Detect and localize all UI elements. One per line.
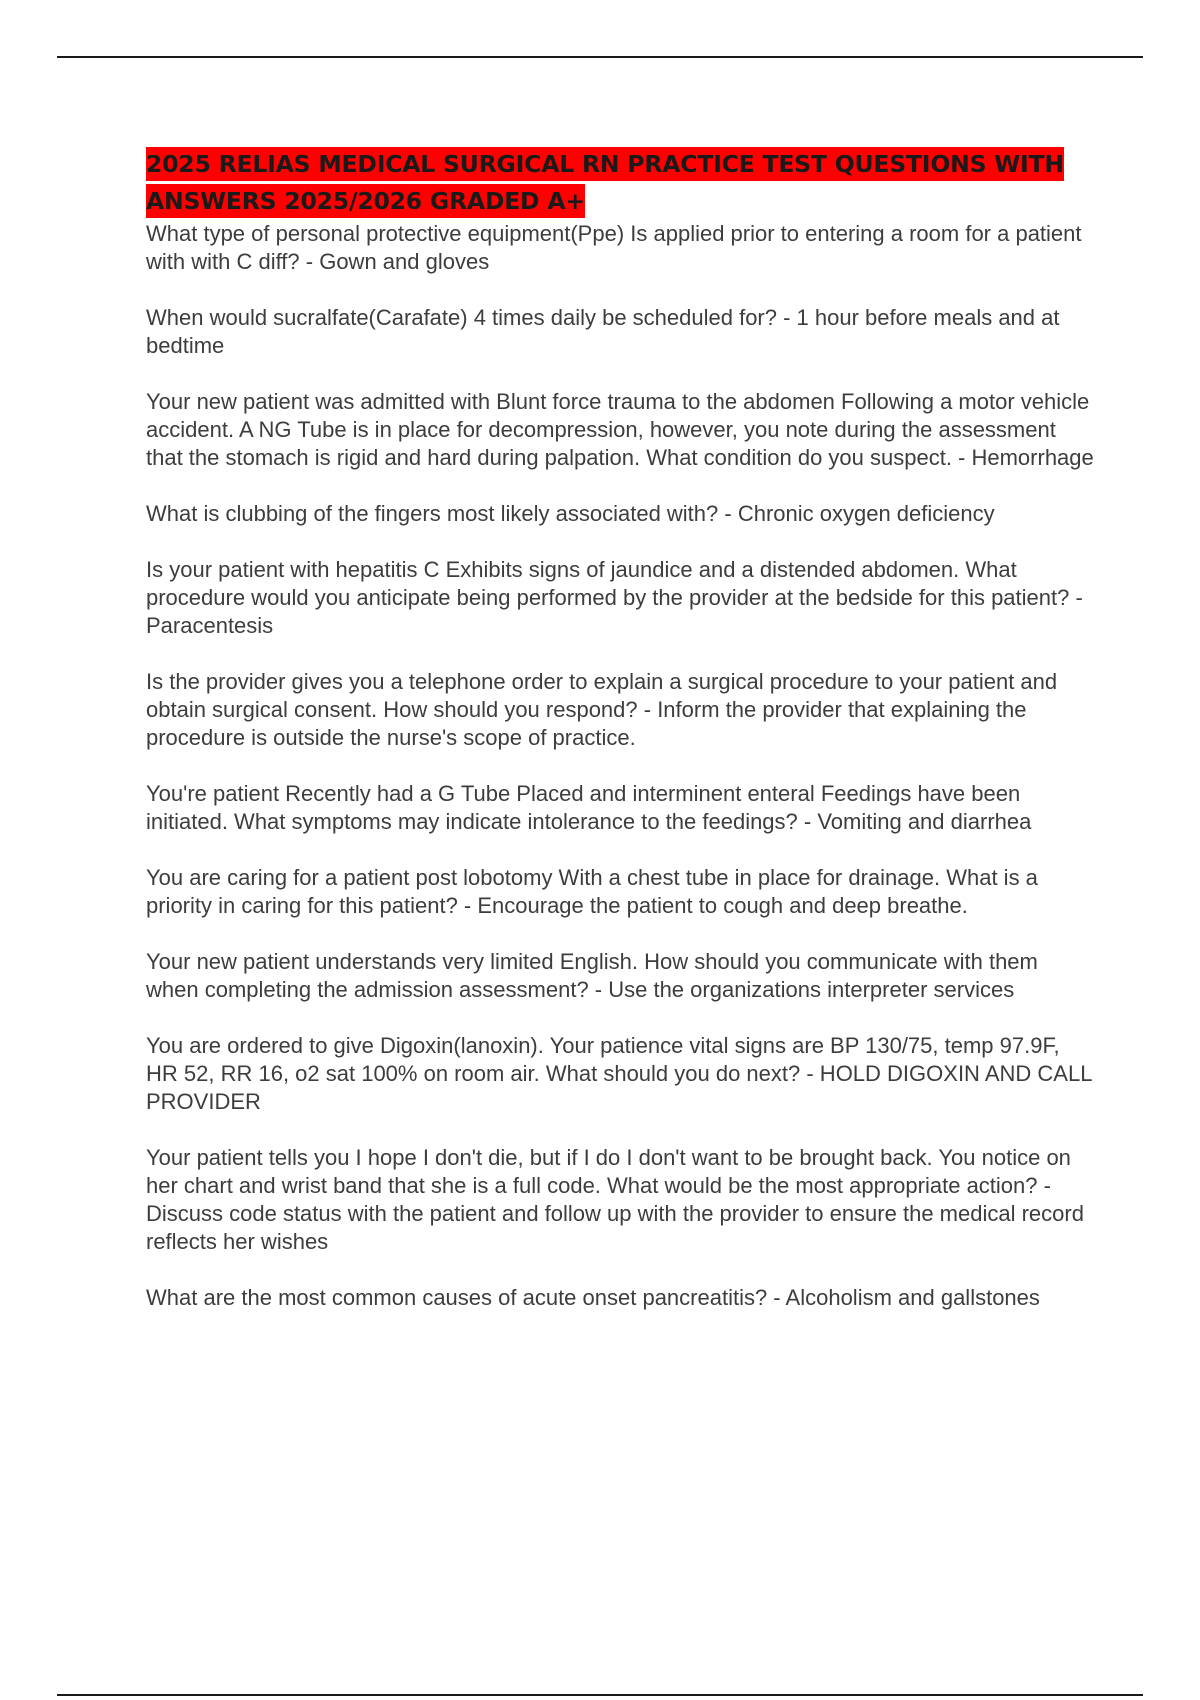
qa-item: Your patient tells you I hope I don't die, but if I do I don't want to be brought back. You notice on her chart and wrist band that she is a full code. What would be the most appropriate action? - Discuss code status with the patient and follow up with the provider to ensure the medical record reflects her wishes (146, 1145, 1084, 1254)
qa-item: Is your patient with hepatitis C Exhibits signs of jaundice and a distended abdomen. What procedure would you anticipate being performed by the provider at the bedside for this patient? - Paracentesis (146, 557, 1083, 638)
document-title (146, 146, 1096, 220)
qa-item: Your new patient understands very limited English. How should you communicate with them when completing the admission assessment? - Use the organizations interpreter services (146, 949, 1038, 1002)
qa-item: Your new patient was admitted with Blunt force trauma to the abdomen Following a motor vehicle accident. A NG Tube is in place for decompression, however, you note during the assessment that the stomach is rigid and hard during palpation. What condition do you suspect. - Hemorrhage (146, 389, 1094, 470)
qa-item: When would sucralfate(Carafate) 4 times daily be scheduled for? - 1 hour before meals and at bedtime (146, 305, 1060, 358)
qa-item: You are ordered to give Digoxin(lanoxin). Your patience vital signs are BP 130/75, temp 97.9F, HR 52, RR 16, o2 sat 100% on room air. What should you do next? - HOLD DIGOXIN AND CALL PROVIDER (146, 1033, 1092, 1114)
qa-item: What are the most common causes of acute onset pancreatitis? - Alcoholism and gallstones (146, 1285, 1040, 1310)
footer-rule (57, 1694, 1143, 1696)
qa-item: What type of personal protective equipment(Ppe) Is applied prior to entering a room for a patient with with C diff? - Gown and gloves (146, 221, 1082, 274)
title-highlight: 2025 RELIAS MEDICAL SURGICAL RN PRACTICE TEST QUESTIONS WITH ANSWERS 2025/2026 GRADED A+ (146, 147, 1064, 218)
document-body (146, 146, 1096, 1340)
header-rule (57, 56, 1143, 58)
qa-item: What is clubbing of the fingers most likely associated with? - Chronic oxygen deficiency (146, 501, 995, 526)
qa-item: Is the provider gives you a telephone order to explain a surgical procedure to your patient and obtain surgical consent. How should you respond? - Inform the provider that explaining the procedure is outside the nurse's scope of practice. (146, 669, 1058, 750)
qa-list (146, 220, 1096, 1312)
qa-item: You're patient Recently had a G Tube Placed and interminent enteral Feedings have been initiated. What symptoms may indicate intolerance to the feedings? - Vomiting and diarrhea (146, 781, 1032, 834)
qa-item: You are caring for a patient post lobotomy With a chest tube in place for drainage. What is a priority in caring for this patient? - Encourage the patient to cough and deep breathe. (146, 865, 1038, 918)
